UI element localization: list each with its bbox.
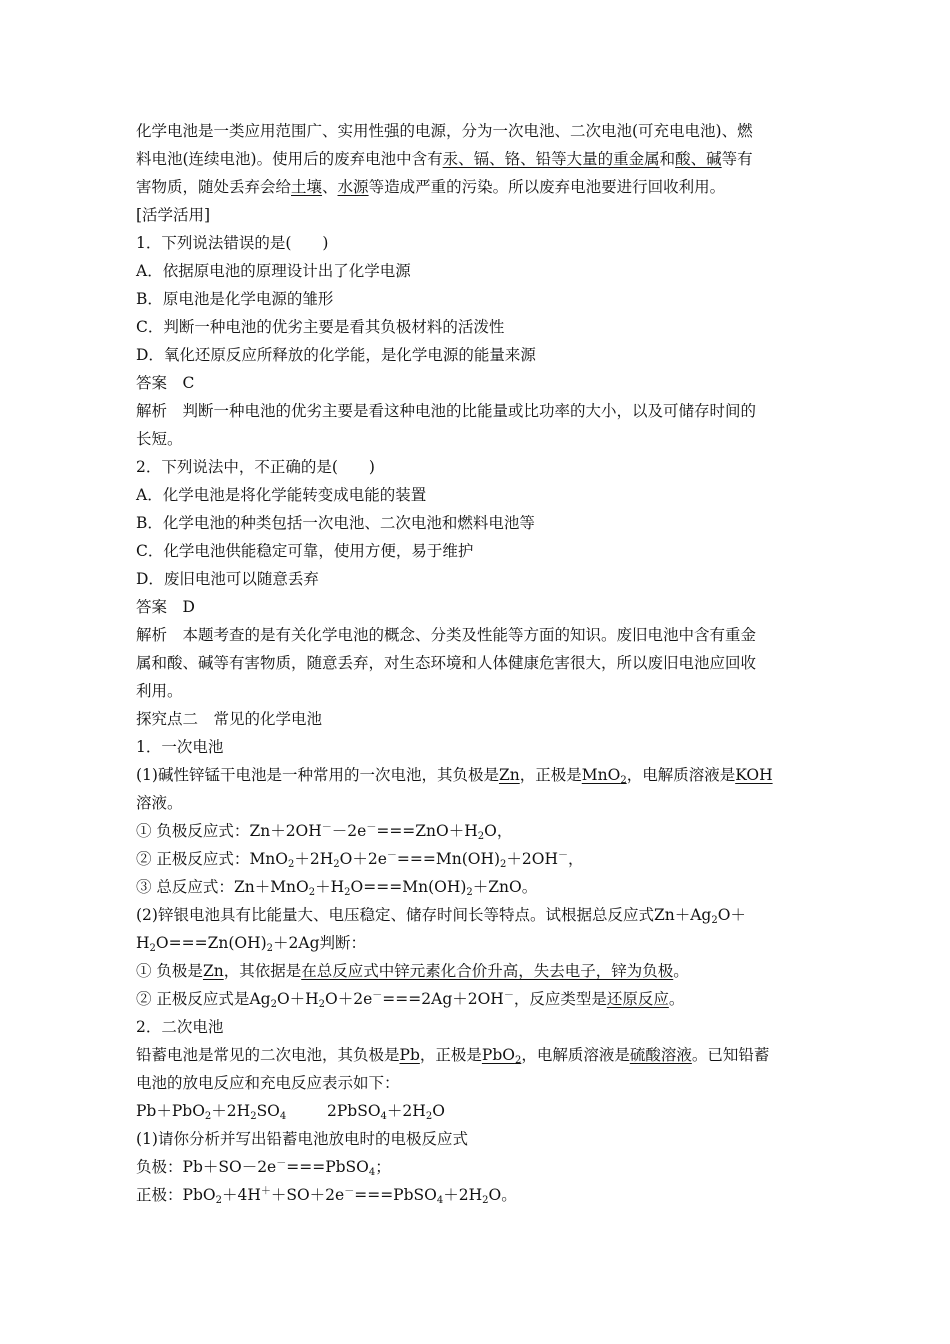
text: O===Zn(OH) [155, 934, 267, 952]
text: 等有 [721, 150, 753, 168]
superscript: － [372, 990, 383, 1001]
lead-acid-negative [136, 1157, 816, 1177]
text: Zn＋Ag [653, 906, 712, 924]
intro-line-3 [136, 177, 816, 197]
topic-title: 探究点二 常见的化学电池 [136, 710, 323, 728]
superscript: － [344, 1186, 355, 1197]
text: －2e [331, 822, 367, 840]
subscript: 2 [308, 887, 316, 898]
text: 料电池(连续电池)。使用后的废弃电池中含有 [136, 150, 443, 168]
subscript: 2 [333, 859, 340, 870]
subscript: 2 [250, 1111, 257, 1122]
underlined-answer: 硫酸溶液 [629, 1046, 692, 1064]
text: H [136, 934, 150, 952]
text: ，其依据是 [223, 962, 302, 980]
subscript: 2 [620, 775, 627, 786]
text: O＋H [276, 990, 319, 1008]
lead-acid-line-2: 电池的放电反应和充电反应表示如下： [136, 1074, 400, 1092]
alkaline-total-equation [136, 877, 816, 897]
text: 。 [673, 962, 689, 980]
underlined-answer: 还原反应 [606, 990, 669, 1008]
subscript: 2 [215, 1195, 222, 1206]
text: ＋ZnO。 [472, 878, 538, 896]
text: O＋2e [325, 990, 373, 1008]
superscript: － [321, 822, 332, 833]
text: 2PbSO [327, 1102, 381, 1120]
text: 负极： [136, 1158, 183, 1176]
silver-zinc-line-1 [136, 905, 816, 925]
primary-battery-heading: 1．一次电池 [136, 738, 224, 756]
silver-zinc-line-2 [136, 933, 816, 953]
underlined-answer: 汞、镉、铬、铅等大量的重金属 [442, 150, 660, 168]
text: O===Mn(OH) [350, 878, 467, 896]
text: 。 [668, 990, 685, 1008]
superscript: ＋ [260, 1186, 271, 1197]
underlined-answer [582, 766, 627, 784]
text: ＋H [315, 878, 345, 896]
subscript: 2 [149, 943, 156, 954]
q1-option-b: B．原电池是化学电源的雏形 [136, 290, 334, 308]
text: MnO [581, 766, 621, 784]
intro-line-1 [136, 121, 816, 141]
text: ＋SO＋2e [270, 1186, 345, 1204]
underlined-answer: 土壤 [291, 178, 323, 196]
lead-acid-line-1 [136, 1045, 816, 1065]
silver-zinc-positive [136, 989, 816, 1009]
text: Zn＋2OH [249, 822, 322, 840]
text: Pb＋SO－2e [182, 1158, 277, 1176]
alkaline-line-1 [136, 765, 816, 785]
superscript: － [366, 822, 377, 833]
text: ① 负极是 [136, 962, 203, 980]
q2-option-d: D．废旧电池可以随意丢弃 [136, 570, 319, 588]
subscript: 2 [266, 943, 274, 954]
text: ＋2H [443, 1186, 483, 1204]
subscript: 2 [711, 915, 718, 926]
underlined-answer: Zn [498, 766, 520, 784]
alkaline-negative-equation [136, 821, 816, 841]
text: Ag [249, 990, 271, 1008]
text: ===ZnO＋H [376, 822, 478, 840]
subscript: 4 [436, 1195, 444, 1206]
superscript: － [386, 850, 397, 861]
text: O [432, 1102, 445, 1120]
text: ③ 总反应式： [136, 878, 234, 896]
subscript: 2 [466, 887, 473, 898]
text: ，电解质溶液是 [626, 766, 736, 784]
subscript: 4 [380, 1111, 387, 1122]
lead-acid-question: (1)请你分析并写出铅蓄电池放电时的电极反应式 [136, 1130, 468, 1148]
text: ， [568, 850, 584, 868]
subscript: 2 [288, 859, 295, 870]
q1-analysis-line-2: 长短。 [136, 430, 183, 448]
text: 和 [659, 150, 676, 168]
text: 铅蓄电池是常见的二次电池，其负极是 [136, 1046, 400, 1064]
q2-option-c: C．化学电池供能稳定可靠，使用方便，易于维护 [136, 542, 474, 560]
text: O＋2e [339, 850, 387, 868]
intro-line-2 [136, 149, 816, 169]
text: (2)锌银电池具有比能量大、电压稳定、储存时间长等特点。试根据总反应式 [136, 906, 654, 924]
text: 化学电池是一类应用范围广、实用性强的电源，分为一次电池、二次电池(可充电电池)、燃 [136, 122, 753, 140]
text: 判断： [319, 934, 367, 952]
text: 正极： [136, 1186, 183, 1204]
q1-stem: 1．下列说法错误的是( ) [136, 234, 329, 252]
secondary-battery-heading: 2．二次电池 [136, 1018, 224, 1036]
q2-stem: 2．下列说法中，不正确的是( ) [136, 458, 375, 476]
text: ＋2H [211, 1102, 251, 1120]
text: ，正极是 [519, 766, 582, 784]
equation-left [136, 1102, 286, 1120]
silver-zinc-negative [136, 961, 816, 981]
subscript: 2 [425, 1111, 433, 1122]
text: ===PbSO [286, 1158, 369, 1176]
text: O。 [488, 1186, 517, 1204]
text: ，正极是 [419, 1046, 482, 1064]
subscript: 2 [204, 1111, 212, 1122]
underlined-answer [482, 1046, 521, 1064]
text: 。已知铅蓄 [691, 1046, 770, 1064]
subscript: 4 [368, 1167, 376, 1178]
text: ＋2OH [506, 850, 558, 868]
subscript: 2 [500, 859, 507, 870]
subscript: 4 [279, 1111, 287, 1122]
text: ； [375, 1158, 391, 1176]
subscript: 2 [318, 999, 326, 1010]
text: ＋4H [221, 1186, 261, 1204]
subscript: 2 [270, 999, 277, 1010]
text: ② 正极反应式： [136, 850, 250, 868]
equation-right [327, 1101, 445, 1121]
text: 害物质，随处丢弃会给 [136, 178, 292, 196]
text: PbO [182, 1186, 216, 1204]
q1-answer: 答案 C [136, 374, 195, 392]
alkaline-positive-equation [136, 849, 816, 869]
text: SO [256, 1102, 280, 1120]
text: O， [484, 822, 513, 840]
underlined-answer: 酸、碱 [675, 150, 722, 168]
subscript: 2 [344, 887, 351, 898]
text: 、 [322, 178, 338, 196]
q1-option-d: D．氧化还原反应所释放的化学能，是化学电源的能量来源 [136, 346, 536, 364]
q1-option-c: C．判断一种电池的优劣主要是看其负极材料的活泼性 [136, 318, 505, 336]
text: O＋ [717, 906, 746, 924]
subscript: 2 [514, 1055, 522, 1066]
underlined-answer: Zn [202, 962, 224, 980]
text: ② 正极反应式是 [136, 990, 250, 1008]
text: ① 负极反应式： [136, 822, 250, 840]
text: ＋2H [386, 1102, 426, 1120]
text: ===Mn(OH) [396, 850, 501, 868]
text: ，反应类型是 [513, 990, 607, 1008]
q2-analysis-line-2: 属和酸、碱等有害物质，随意丢弃，对生态环境和人体健康危害很大，所以废旧电池应回收 [136, 654, 757, 672]
text: 等造成严重的污染。所以废弃电池要进行回收利用。 [368, 178, 726, 196]
alkaline-line-2: 溶液。 [136, 794, 183, 812]
q2-option-b: B．化学电池的种类包括一次电池、二次电池和燃料电池等 [136, 514, 535, 532]
q1-analysis-line-1: 解析 判断一种电池的优劣主要是看这种电池的比能量或比功率的大小，以及可储存时间的 [136, 402, 757, 420]
text: ＋2Ag [273, 934, 320, 952]
q2-analysis-line-3: 利用。 [136, 682, 183, 700]
underlined-answer: 在总反应式中锌元素化合价升高，失去电子，锌为负极 [301, 962, 674, 980]
superscript: － [276, 1158, 287, 1169]
subscript: 2 [477, 831, 485, 842]
text: Pb＋PbO [136, 1102, 205, 1120]
q2-analysis-line-1: 解析 本题考查的是有关化学电池的概念、分类及性能等方面的知识。废旧电池中含有重金 [136, 626, 757, 644]
text: ===PbSO [354, 1186, 437, 1204]
superscript: － [503, 990, 514, 1001]
section-label: [活学活用] [136, 206, 211, 224]
text: PbO [481, 1046, 515, 1064]
lead-acid-equation [136, 1101, 816, 1121]
text: (1)碱性锌锰干电池是一种常用的一次电池，其负极是 [136, 766, 499, 784]
text: MnO [249, 850, 288, 868]
superscript: － [558, 850, 568, 861]
underlined-answer: 水源 [337, 178, 369, 196]
text: ＋2H [294, 850, 334, 868]
subscript: 2 [482, 1195, 489, 1206]
q1-option-a: A．依据原电池的原理设计出了化学电源 [136, 262, 411, 280]
text: ===2Ag＋2OH [382, 990, 504, 1008]
lead-acid-positive [136, 1185, 816, 1205]
underlined-answer: Pb [399, 1046, 420, 1064]
q2-option-a: A．化学电池是将化学能转变成电能的装置 [136, 486, 427, 504]
text: Zn＋MnO [233, 878, 309, 896]
text: ，电解质溶液是 [521, 1046, 630, 1064]
underlined-answer: KOH [735, 766, 773, 784]
q2-answer: 答案 D [136, 598, 195, 616]
